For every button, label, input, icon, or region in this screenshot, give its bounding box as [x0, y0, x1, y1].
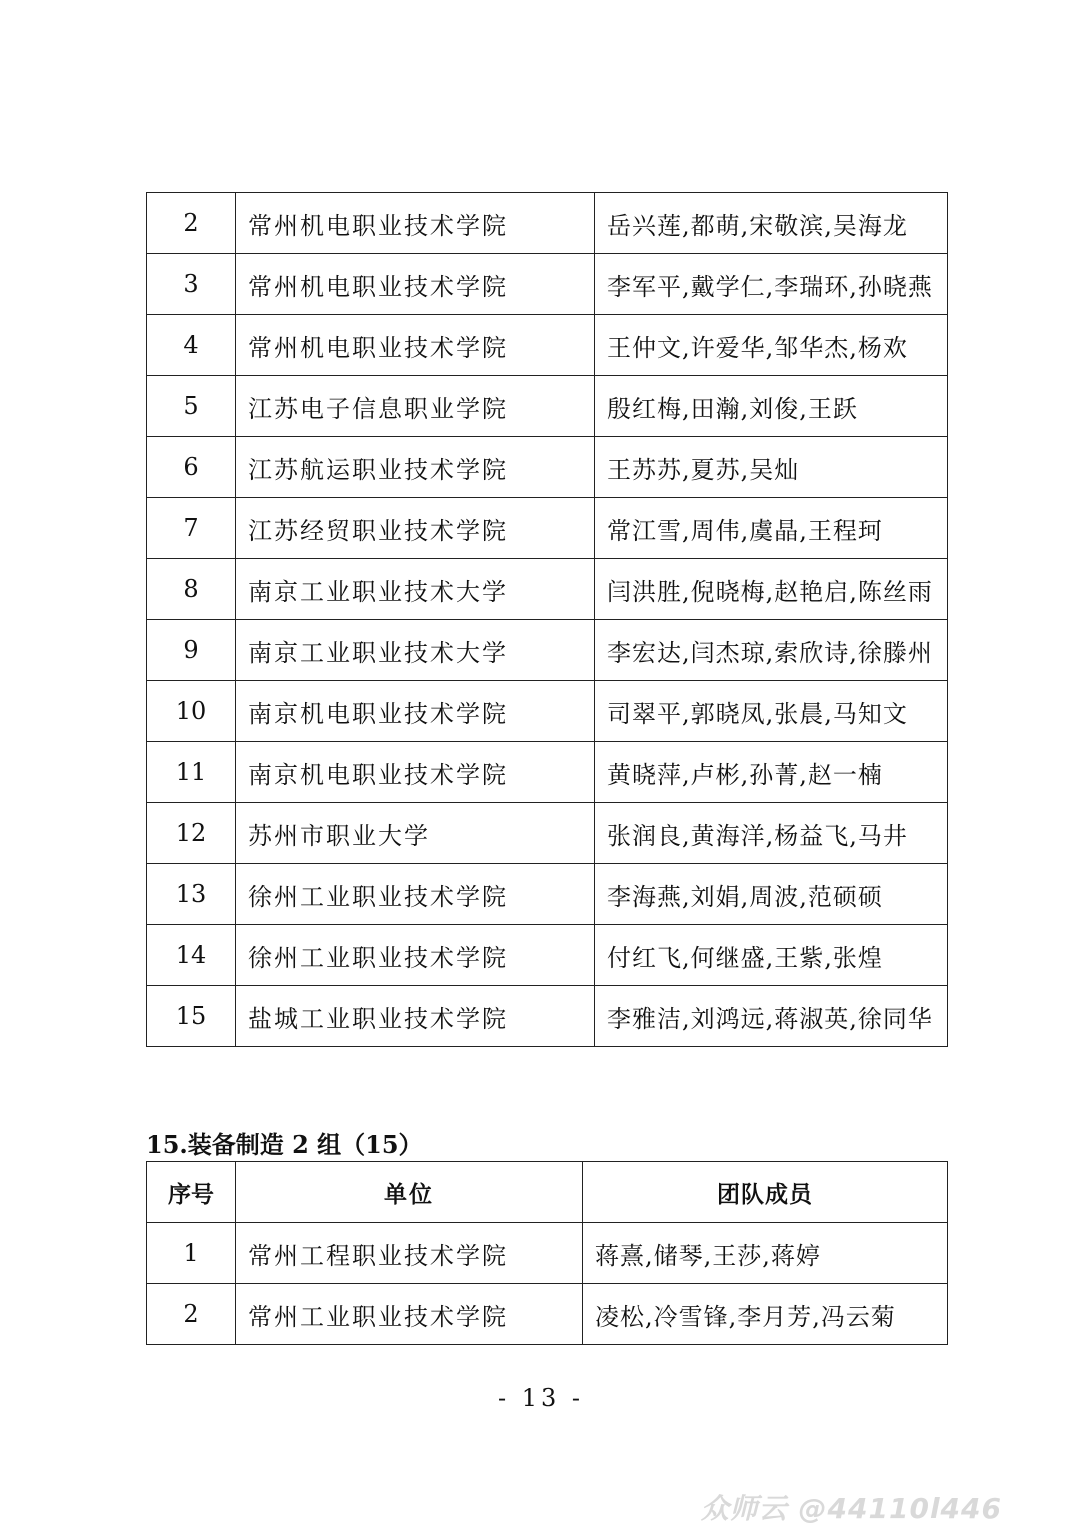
row-members: 殷红梅,田瀚,刘俊,王跃: [595, 376, 948, 437]
header-row: [147, 1162, 948, 1223]
page-number: - 13 -: [497, 1384, 584, 1412]
table-row: [147, 803, 948, 864]
header-members: 团队成员: [583, 1162, 948, 1223]
table-row: [147, 742, 948, 803]
row-members: 黄晓萍,卢彬,孙菁,赵一楠: [595, 742, 948, 803]
row-number: 11: [147, 742, 236, 803]
row-unit: 南京机电职业技术学院: [236, 681, 595, 742]
table-row: [147, 620, 948, 681]
table-row: [147, 254, 948, 315]
watermark: 众师云 @44110l446: [700, 1492, 1002, 1525]
team-table-body: [147, 193, 948, 1047]
table-row: [147, 376, 948, 437]
table-row: [147, 925, 948, 986]
row-number: 6: [147, 437, 236, 498]
row-unit: 常州工业职业技术学院: [236, 1284, 583, 1345]
table-row: [147, 681, 948, 742]
row-number: 3: [147, 254, 236, 315]
table-row: [147, 864, 948, 925]
row-unit: 南京工业职业技术大学: [236, 620, 595, 681]
row-unit: 江苏电子信息职业学院: [236, 376, 595, 437]
row-number: 1: [147, 1223, 236, 1284]
team-table-equipment-2: [146, 1161, 948, 1345]
table-row: [147, 559, 948, 620]
row-unit: 南京工业职业技术大学: [236, 559, 595, 620]
row-number: 4: [147, 315, 236, 376]
row-unit: 常州机电职业技术学院: [236, 193, 595, 254]
table-row: [147, 437, 948, 498]
row-members: 常江雪,周伟,虞晶,王程珂: [595, 498, 948, 559]
table-row: [147, 498, 948, 559]
row-members: 岳兴莲,都萌,宋敬滨,吴海龙: [595, 193, 948, 254]
row-unit: 常州机电职业技术学院: [236, 315, 595, 376]
row-members: 王仲文,许爱华,邹华杰,杨欢: [595, 315, 948, 376]
row-members: 王苏苏,夏苏,吴灿: [595, 437, 948, 498]
row-members: 闫洪胜,倪晓梅,赵艳启,陈丝雨: [595, 559, 948, 620]
row-number: 2: [147, 193, 236, 254]
row-unit: 江苏经贸职业技术学院: [236, 498, 595, 559]
row-members: 李军平,戴学仁,李瑞环,孙晓燕: [595, 254, 948, 315]
row-unit: 常州工程职业技术学院: [236, 1223, 583, 1284]
header-no: 序号: [147, 1162, 236, 1223]
row-unit: 苏州市职业大学: [236, 803, 595, 864]
row-members: 付红飞,何继盛,王紫,张煌: [595, 925, 948, 986]
row-members: 李宏达,闫杰琼,索欣诗,徐滕州: [595, 620, 948, 681]
table-row: [147, 1284, 948, 1345]
table-header: [147, 1162, 948, 1223]
team-table-body: [147, 1223, 948, 1345]
row-number: 15: [147, 986, 236, 1047]
row-number: 12: [147, 803, 236, 864]
row-number: 14: [147, 925, 236, 986]
table-row: [147, 1223, 948, 1284]
row-unit: 南京机电职业技术学院: [236, 742, 595, 803]
row-members: 张润良,黄海洋,杨益飞,马井: [595, 803, 948, 864]
table-row: [147, 193, 948, 254]
row-number: 13: [147, 864, 236, 925]
row-members: 凌松,冷雪锋,李月芳,冯云菊: [583, 1284, 948, 1345]
row-members: 司翠平,郭晓凤,张晨,马知文: [595, 681, 948, 742]
row-unit: 盐城工业职业技术学院: [236, 986, 595, 1047]
row-unit: 徐州工业职业技术学院: [236, 864, 595, 925]
row-number: 5: [147, 376, 236, 437]
row-number: 8: [147, 559, 236, 620]
header-unit: 单位: [236, 1162, 583, 1223]
row-members: 蒋熹,储琴,王莎,蒋婷: [583, 1223, 948, 1284]
team-table-continued: [146, 192, 948, 1047]
row-members: 李雅洁,刘鸿远,蒋淑英,徐同华: [595, 986, 948, 1047]
table-row: [147, 315, 948, 376]
row-number: 10: [147, 681, 236, 742]
row-unit: 常州机电职业技术学院: [236, 254, 595, 315]
row-members: 李海燕,刘娟,周波,范硕硕: [595, 864, 948, 925]
row-unit: 江苏航运职业技术学院: [236, 437, 595, 498]
row-number: 9: [147, 620, 236, 681]
row-number: 7: [147, 498, 236, 559]
table-row: [147, 986, 948, 1047]
section-title: 15.装备制造 2 组（15）: [146, 1130, 423, 1159]
row-unit: 徐州工业职业技术学院: [236, 925, 595, 986]
row-number: 2: [147, 1284, 236, 1345]
